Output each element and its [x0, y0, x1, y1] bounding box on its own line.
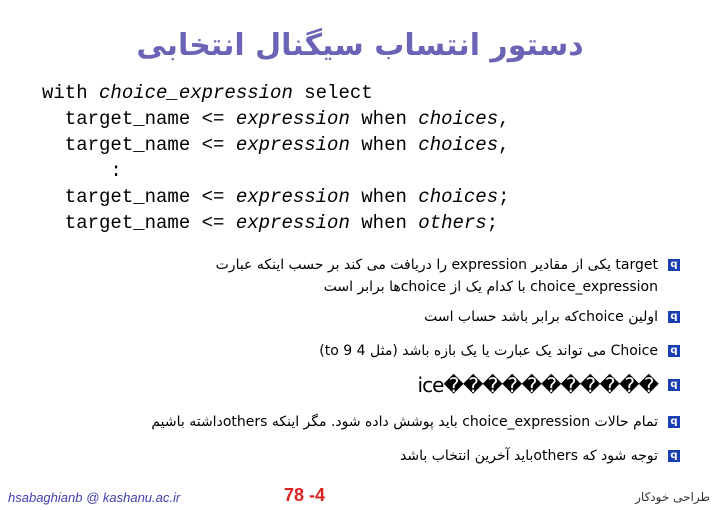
- page-number: 78 -4: [284, 485, 326, 505]
- bullet-item: q target یکی از مقادیر expression را دریافت می کند بر حسب اینکه عبارت choice_expression با کدام یک از choiceها برابر است: [40, 254, 680, 298]
- bullet-item: q �����������ice: [40, 374, 680, 399]
- code-line: target_name <= expression when choices,: [42, 134, 510, 156]
- footer-course: طراحی خودکار: [635, 490, 710, 504]
- bullet-list: [40, 254, 680, 479]
- square-bullet-icon: q: [668, 416, 680, 428]
- code-line: with choice_expression select: [42, 82, 373, 104]
- square-bullet-icon: q: [668, 311, 680, 323]
- bullet-item: q توجه شود که othersباید آخرین انتخاب باشد: [40, 445, 680, 467]
- square-bullet-icon: q: [668, 450, 680, 462]
- bullet-item: q Choice می تواند یک عبارت یا یک بازه باشد (مثل 4 to 9): [40, 340, 680, 362]
- code-line: target_name <= expression when choices;: [42, 186, 510, 208]
- square-bullet-icon: q: [668, 345, 680, 357]
- bullet-item: q تمام حالات choice_expression باید پوشش داده شود. مگر اینکه othersداشته باشیم: [40, 411, 680, 433]
- code-line: :: [42, 160, 122, 182]
- slide-title: دستور انتساب سیگنال انتخابی: [136, 28, 584, 63]
- footer-email: hsabaghianb @ kashanu.ac.ir: [8, 490, 181, 505]
- square-bullet-icon: q: [668, 259, 680, 271]
- code-line: target_name <= expression when choices,: [42, 108, 510, 130]
- bullet-item: q اولین choiceکه برابر باشد حساب است: [40, 306, 680, 328]
- code-block: [42, 80, 682, 236]
- square-bullet-icon: q: [668, 379, 680, 391]
- code-line: target_name <= expression when others;: [42, 212, 499, 234]
